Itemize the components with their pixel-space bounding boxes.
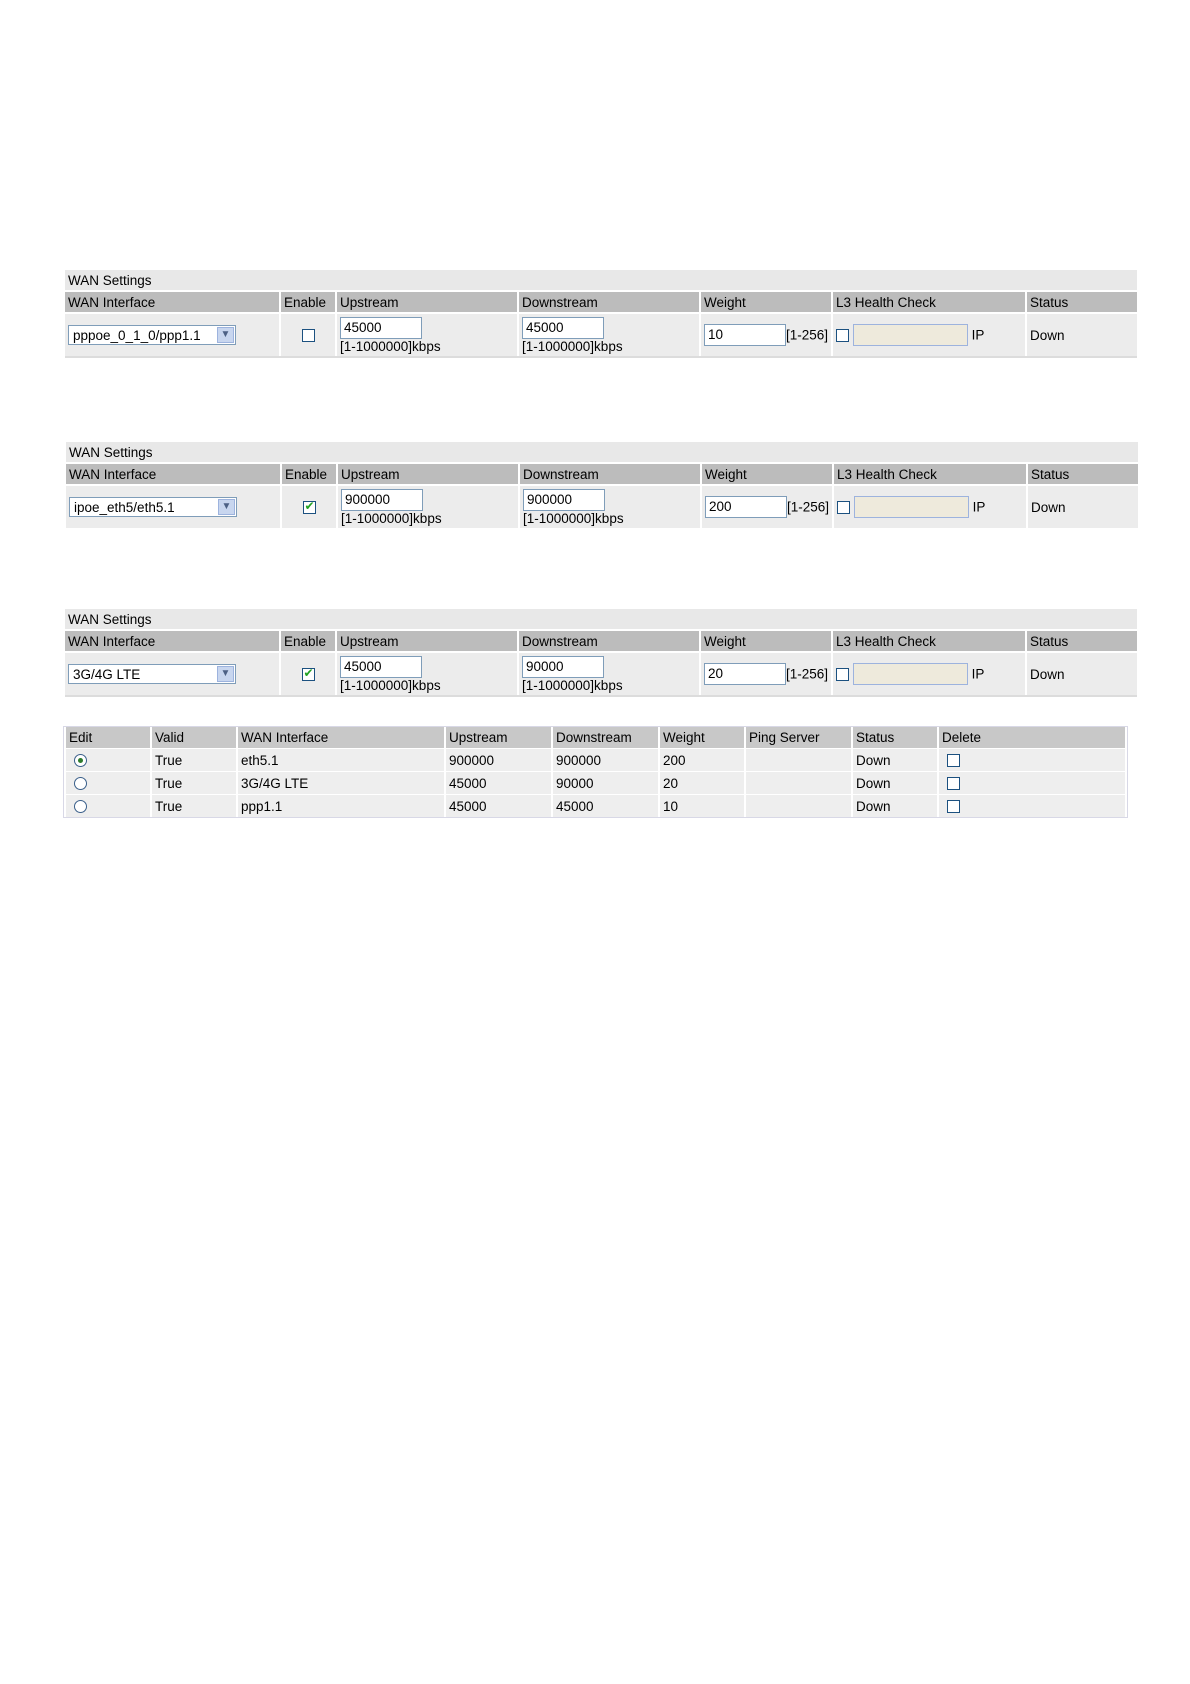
downstream-cell: [519, 312, 699, 356]
col-header-weight: Weight: [701, 629, 831, 651]
wan-interface-cell: eth5.1: [238, 748, 444, 771]
weight-range-hint: [1-256]: [787, 499, 830, 515]
weight-input[interactable]: 20: [704, 663, 786, 685]
col-header-enable: Enable: [281, 629, 335, 651]
upstream-cell: 45000: [446, 771, 551, 794]
enable-checkbox[interactable]: [302, 668, 315, 681]
upstream-cell: [338, 484, 518, 528]
downstream-input[interactable]: 90000: [522, 656, 604, 678]
col-header-weight: Weight: [702, 462, 832, 484]
status-cell: Down: [1027, 312, 1137, 356]
panel-title: WAN Settings: [65, 609, 1137, 629]
edit-cell: [66, 794, 150, 817]
col-header-status: Status: [1028, 462, 1138, 484]
downstream-cell: [520, 484, 700, 528]
upstream-range-hint: [1-1000000]kbps: [340, 677, 441, 693]
wan-interface-cell: [65, 651, 279, 695]
delete-cell: [939, 771, 1125, 794]
panel-title: WAN Settings: [66, 442, 1138, 462]
downstream-input[interactable]: 45000: [522, 317, 604, 339]
edit-radio[interactable]: [74, 754, 87, 767]
edit-radio[interactable]: [74, 777, 87, 790]
col-header-downstream: Downstream: [520, 462, 700, 484]
panel-bottom-rule: [65, 695, 1137, 697]
ping-server-cell: [746, 748, 851, 771]
wan-interface-cell: 3G/4G LTE: [238, 771, 444, 794]
weight-input[interactable]: 10: [704, 324, 786, 346]
ip-label: IP: [972, 499, 986, 515]
weight-cell: [701, 312, 831, 356]
edit-cell: [66, 748, 150, 771]
downstream-range-hint: [1-1000000]kbps: [522, 338, 623, 354]
delete-cell: [939, 748, 1125, 771]
table-row: [66, 794, 1125, 817]
weight-range-hint: [1-256]: [786, 327, 829, 343]
col-header-status: Status: [853, 727, 937, 748]
wan-interface-select[interactable]: [68, 325, 236, 345]
col-header-wan-interface: WAN Interface: [66, 462, 280, 484]
status-cell: Down: [853, 771, 937, 794]
wan-summary-table: [63, 726, 1128, 818]
l3-health-check-checkbox[interactable]: [836, 668, 849, 681]
status-cell: Down: [853, 748, 937, 771]
upstream-range-hint: [1-1000000]kbps: [341, 510, 442, 526]
table-row: [66, 771, 1125, 794]
downstream-cell: [519, 651, 699, 695]
col-header-downstream: Downstream: [519, 629, 699, 651]
wan-settings-panel-1: [63, 270, 1139, 358]
l3-health-check-checkbox[interactable]: [837, 501, 850, 514]
health-check-ip-input[interactable]: [853, 663, 968, 685]
panel-bottom-rule: [65, 356, 1137, 358]
ping-server-cell: [746, 771, 851, 794]
weight-cell: [702, 484, 832, 528]
wan-interface-cell: ppp1.1: [238, 794, 444, 817]
weight-input[interactable]: 200: [705, 496, 787, 518]
ip-label: IP: [971, 666, 985, 682]
panel-title: WAN Settings: [65, 270, 1137, 290]
wan-settings-panel-3: [63, 609, 1139, 697]
col-header-edit: Edit: [66, 727, 150, 748]
l3-health-check-cell: [834, 484, 1026, 528]
col-header-upstream: Upstream: [337, 629, 517, 651]
col-header-wan-interface: WAN Interface: [238, 727, 444, 748]
health-check-ip-input[interactable]: [854, 496, 969, 518]
status-cell: Down: [853, 794, 937, 817]
col-header-upstream: Upstream: [446, 727, 551, 748]
edit-cell: [66, 771, 150, 794]
col-header-upstream: Upstream: [337, 290, 517, 312]
ping-server-cell: [746, 794, 851, 817]
delete-checkbox[interactable]: [947, 754, 960, 767]
col-header-enable: Enable: [282, 462, 336, 484]
wan-interface-value: ipoe_eth5/eth5.1: [74, 500, 175, 515]
col-header-downstream: Downstream: [519, 290, 699, 312]
downstream-input[interactable]: 900000: [523, 489, 605, 511]
delete-cell: [939, 794, 1125, 817]
valid-cell: True: [152, 794, 236, 817]
downstream-cell: 90000: [553, 771, 658, 794]
upstream-input[interactable]: 45000: [340, 317, 422, 339]
col-header-status: Status: [1027, 290, 1137, 312]
delete-checkbox[interactable]: [947, 800, 960, 813]
col-header-weight: Weight: [701, 290, 831, 312]
upstream-input[interactable]: 45000: [340, 656, 422, 678]
l3-health-check-cell: [833, 312, 1025, 356]
chevron-down-icon[interactable]: ▼: [218, 499, 235, 515]
wan-interface-value: pppoe_0_1_0/ppp1.1: [73, 328, 201, 343]
col-header-l3-health-check: L3 Health Check: [833, 629, 1025, 651]
downstream-range-hint: [1-1000000]kbps: [522, 677, 623, 693]
delete-checkbox[interactable]: [947, 777, 960, 790]
col-header-weight: Weight: [660, 727, 744, 748]
chevron-down-icon[interactable]: ▼: [217, 327, 234, 343]
edit-radio[interactable]: [74, 800, 87, 813]
table-row: [66, 748, 1125, 771]
wan-interface-value: 3G/4G LTE: [73, 667, 141, 682]
col-header-downstream: Downstream: [553, 727, 658, 748]
col-header-wan-interface: WAN Interface: [65, 290, 279, 312]
wan-interface-select[interactable]: [69, 497, 237, 517]
col-header-status: Status: [1027, 629, 1137, 651]
wan-interface-cell: [66, 484, 280, 528]
l3-health-check-cell: [833, 651, 1025, 695]
chevron-down-icon[interactable]: ▼: [217, 666, 234, 682]
col-header-delete: Delete: [939, 727, 1125, 748]
enable-cell: [281, 651, 335, 695]
col-header-valid: Valid: [152, 727, 236, 748]
col-header-wan-interface: WAN Interface: [65, 629, 279, 651]
enable-cell: [281, 312, 335, 356]
valid-cell: True: [152, 748, 236, 771]
enable-checkbox[interactable]: [303, 501, 316, 514]
enable-checkbox[interactable]: [302, 329, 315, 342]
weight-cell: 20: [660, 771, 744, 794]
enable-cell: [282, 484, 336, 528]
status-cell: Down: [1028, 484, 1138, 528]
downstream-cell: 45000: [553, 794, 658, 817]
col-header-l3-health-check: L3 Health Check: [833, 290, 1025, 312]
upstream-range-hint: [1-1000000]kbps: [340, 338, 441, 354]
upstream-cell: [337, 312, 517, 356]
col-header-enable: Enable: [281, 290, 335, 312]
ip-label: IP: [971, 327, 985, 343]
upstream-cell: 900000: [446, 748, 551, 771]
weight-cell: 200: [660, 748, 744, 771]
col-header-l3-health-check: L3 Health Check: [834, 462, 1026, 484]
upstream-cell: 45000: [446, 794, 551, 817]
col-header-upstream: Upstream: [338, 462, 518, 484]
wan-interface-select[interactable]: [68, 664, 236, 684]
upstream-input[interactable]: 900000: [341, 489, 423, 511]
upstream-cell: [337, 651, 517, 695]
valid-cell: True: [152, 771, 236, 794]
downstream-range-hint: [1-1000000]kbps: [523, 510, 624, 526]
status-cell: Down: [1027, 651, 1137, 695]
weight-range-hint: [1-256]: [786, 666, 829, 682]
weight-cell: 10: [660, 794, 744, 817]
l3-health-check-checkbox[interactable]: [836, 329, 849, 342]
downstream-cell: 900000: [553, 748, 658, 771]
health-check-ip-input[interactable]: [853, 324, 968, 346]
col-header-ping-server: Ping Server: [746, 727, 851, 748]
wan-interface-cell: [65, 312, 279, 356]
weight-cell: [701, 651, 831, 695]
wan-settings-panel-2: [64, 442, 1140, 528]
